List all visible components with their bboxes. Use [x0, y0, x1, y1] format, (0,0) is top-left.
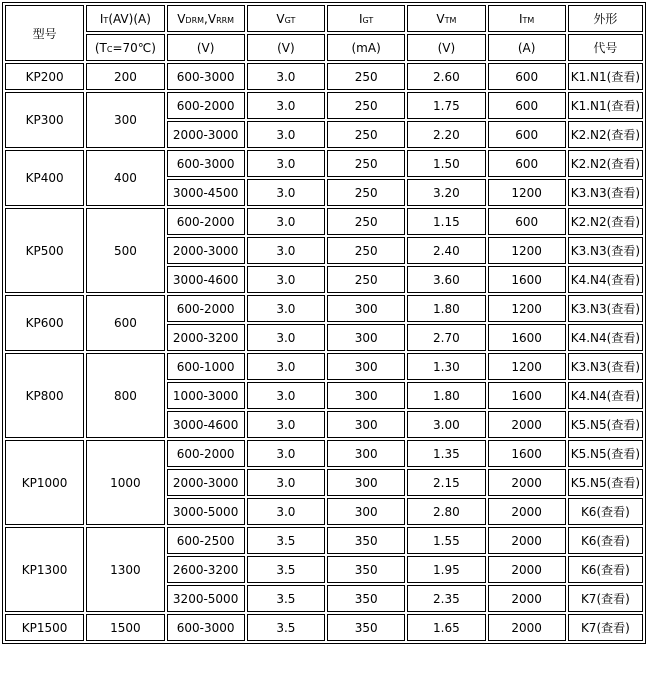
vgt-cell: 3.0 [247, 324, 325, 351]
thyristor-spec-table [2, 2, 646, 644]
header-vgt [247, 5, 325, 32]
header-igt [327, 5, 405, 32]
vdrm-cell: 600-2500 [167, 527, 245, 554]
itm-cell: 600 [488, 121, 566, 148]
header-it-condition [86, 34, 164, 61]
vdrm-cell: 600-2000 [167, 295, 245, 322]
itm-cell: 1200 [488, 179, 566, 206]
view-link[interactable]: (查看) [596, 592, 630, 606]
shape-code: K2.N2 [570, 157, 607, 171]
shape-code-cell [568, 585, 643, 612]
itm-cell: 600 [488, 92, 566, 119]
header-igt-unit-label: (mA) [351, 40, 381, 55]
vtm-cell: 2.35 [407, 585, 485, 612]
view-link[interactable]: (查看) [606, 99, 641, 113]
itm-cell: 2000 [488, 585, 566, 612]
model-cell: KP200 [5, 63, 84, 90]
igt-cell: 250 [327, 92, 405, 119]
view-link[interactable]: (查看) [606, 476, 641, 490]
vdrm-cell: 2000-3200 [167, 324, 245, 351]
vdrm-cell: 600-1000 [167, 353, 245, 380]
view-link[interactable]: (查看) [606, 447, 641, 461]
vdrm-cell: 3000-5000 [167, 498, 245, 525]
igt-cell: 300 [327, 295, 405, 322]
view-link[interactable]: (查看) [606, 331, 641, 345]
igt-cell: 250 [327, 266, 405, 293]
it-cell: 800 [86, 353, 164, 438]
shape-code-cell [568, 150, 643, 177]
model-cell: KP800 [5, 353, 84, 438]
header-vgt-unit [247, 34, 325, 61]
header-shape-code [568, 34, 643, 61]
shape-code: K7 [580, 592, 597, 606]
header-it-cond-suffix: =70℃) [112, 40, 156, 55]
header-vgt-unit-label: (V) [277, 40, 295, 55]
view-link[interactable]: (查看) [596, 505, 630, 519]
header-it-cond-subscript: C [106, 44, 113, 54]
shape-code: K3.N3 [570, 244, 607, 258]
header-itm [488, 5, 566, 32]
vgt-cell: 3.0 [247, 92, 325, 119]
vtm-cell: 1.75 [407, 92, 485, 119]
table-row [5, 295, 643, 322]
table-row [5, 150, 643, 177]
view-link[interactable]: (查看) [596, 563, 630, 577]
igt-cell: 250 [327, 121, 405, 148]
shape-code-cell [568, 527, 643, 554]
itm-cell: 1600 [488, 440, 566, 467]
shape-code-cell [568, 63, 643, 90]
shape-code-cell [568, 440, 643, 467]
vtm-cell: 2.20 [407, 121, 485, 148]
header-row-1 [5, 5, 643, 32]
vgt-cell: 3.0 [247, 498, 325, 525]
vgt-cell: 3.5 [247, 556, 325, 583]
igt-cell: 250 [327, 208, 405, 235]
shape-code-cell [568, 411, 643, 438]
header-shape-code-label: 代号 [593, 41, 618, 55]
shape-code-cell [568, 614, 643, 641]
shape-code-cell [568, 92, 643, 119]
header-vtm [407, 5, 485, 32]
view-link[interactable]: (查看) [606, 244, 641, 258]
vgt-cell: 3.0 [247, 237, 325, 264]
itm-cell: 1600 [488, 382, 566, 409]
shape-code: K6 [580, 563, 597, 577]
model-cell: KP1300 [5, 527, 84, 612]
igt-cell: 300 [327, 411, 405, 438]
table-body [5, 63, 643, 641]
header-vtm-unit [407, 34, 485, 61]
igt-cell: 350 [327, 585, 405, 612]
table-row [5, 63, 643, 90]
igt-cell: 350 [327, 527, 405, 554]
itm-cell: 600 [488, 208, 566, 235]
itm-cell: 1600 [488, 266, 566, 293]
header-it-rest: (AV)(A) [108, 11, 151, 26]
header-itm-symbol: I [518, 11, 523, 26]
header-shape [568, 5, 643, 32]
view-link[interactable]: (查看) [606, 360, 641, 374]
shape-code: K4.N4 [570, 331, 607, 345]
header-vrrm-symbol: ,V [204, 11, 217, 26]
vdrm-cell: 600-2000 [167, 440, 245, 467]
itm-cell: 2000 [488, 556, 566, 583]
vgt-cell: 3.5 [247, 614, 325, 641]
shape-code: K5.N5 [570, 447, 607, 461]
shape-code: K6 [580, 505, 597, 519]
view-link[interactable]: (查看) [596, 534, 630, 548]
view-link[interactable]: (查看) [606, 70, 641, 84]
header-vrrm-subscript: RRM [216, 15, 235, 25]
shape-code: K6 [580, 534, 597, 548]
view-link[interactable]: (查看) [606, 157, 641, 171]
model-cell: KP400 [5, 150, 84, 206]
shape-code: K5.N5 [570, 418, 607, 432]
itm-cell: 1600 [488, 324, 566, 351]
vdrm-cell: 600-2000 [167, 208, 245, 235]
igt-cell: 250 [327, 179, 405, 206]
vdrm-cell: 2000-3000 [167, 121, 245, 148]
header-itm-unit-label: (A) [517, 40, 536, 55]
vtm-cell: 1.80 [407, 295, 485, 322]
header-vdrm-subscript: DRM [185, 15, 205, 25]
vgt-cell: 3.0 [247, 179, 325, 206]
it-cell: 1300 [86, 527, 164, 612]
view-link[interactable]: (查看) [606, 186, 641, 200]
vdrm-cell: 3000-4500 [167, 179, 245, 206]
model-cell: KP500 [5, 208, 84, 293]
shape-code-cell [568, 498, 643, 525]
model-cell: KP300 [5, 92, 84, 148]
vtm-cell: 2.70 [407, 324, 485, 351]
shape-code: K3.N3 [570, 186, 607, 200]
header-shape-label: 外形 [593, 12, 618, 26]
it-cell: 200 [86, 63, 164, 90]
vtm-cell: 1.50 [407, 150, 485, 177]
vgt-cell: 3.0 [247, 295, 325, 322]
vgt-cell: 3.0 [247, 208, 325, 235]
header-vtm-subscript: TM [444, 15, 457, 25]
header-vtm-symbol: V [436, 11, 445, 26]
vdrm-cell: 3000-4600 [167, 266, 245, 293]
vtm-cell: 3.20 [407, 179, 485, 206]
shape-code-cell [568, 556, 643, 583]
it-cell: 600 [86, 295, 164, 351]
vdrm-cell: 600-3000 [167, 150, 245, 177]
table-row [5, 353, 643, 380]
view-link[interactable]: (查看) [606, 128, 641, 142]
igt-cell: 300 [327, 382, 405, 409]
vtm-cell: 2.40 [407, 237, 485, 264]
vdrm-cell: 2600-3200 [167, 556, 245, 583]
header-it-symbol: I [99, 11, 104, 26]
model-cell: KP1500 [5, 614, 84, 641]
it-cell: 500 [86, 208, 164, 293]
shape-code: K3.N3 [570, 360, 607, 374]
table-row [5, 208, 643, 235]
vtm-cell: 1.80 [407, 382, 485, 409]
view-link[interactable]: (查看) [606, 389, 641, 403]
header-vdrm [167, 5, 245, 32]
shape-code-cell [568, 266, 643, 293]
it-cell: 300 [86, 92, 164, 148]
header-model-label: 型号 [32, 26, 57, 41]
vdrm-cell: 600-3000 [167, 63, 245, 90]
vgt-cell: 3.0 [247, 63, 325, 90]
itm-cell: 2000 [488, 614, 566, 641]
igt-cell: 350 [327, 556, 405, 583]
itm-cell: 600 [488, 63, 566, 90]
shape-code-cell [568, 469, 643, 496]
header-row-2 [5, 34, 643, 61]
header-vdrm-unit [167, 34, 245, 61]
vtm-cell: 1.55 [407, 527, 485, 554]
itm-cell: 2000 [488, 411, 566, 438]
vtm-cell: 1.30 [407, 353, 485, 380]
vdrm-cell: 3000-4600 [167, 411, 245, 438]
vgt-cell: 3.0 [247, 469, 325, 496]
vgt-cell: 3.5 [247, 527, 325, 554]
model-cell: KP1000 [5, 440, 84, 525]
header-vgt-symbol: V [276, 11, 285, 26]
model-cell: KP600 [5, 295, 84, 351]
it-cell: 1000 [86, 440, 164, 525]
view-link[interactable]: (查看) [606, 418, 641, 432]
itm-cell: 2000 [488, 527, 566, 554]
vgt-cell: 3.0 [247, 440, 325, 467]
vgt-cell: 3.0 [247, 150, 325, 177]
vtm-cell: 2.15 [407, 469, 485, 496]
vtm-cell: 1.15 [407, 208, 485, 235]
shape-code-cell [568, 208, 643, 235]
shape-code: K3.N3 [570, 302, 607, 316]
shape-code-cell [568, 324, 643, 351]
shape-code-cell [568, 237, 643, 264]
shape-code-cell [568, 179, 643, 206]
igt-cell: 300 [327, 324, 405, 351]
itm-cell: 2000 [488, 498, 566, 525]
vtm-cell: 1.95 [407, 556, 485, 583]
igt-cell: 350 [327, 614, 405, 641]
header-it-subscript: T [103, 15, 109, 25]
shape-code: K7 [580, 621, 597, 635]
igt-cell: 250 [327, 63, 405, 90]
vdrm-cell: 2000-3000 [167, 237, 245, 264]
vtm-cell: 3.60 [407, 266, 485, 293]
shape-code: K4.N4 [570, 389, 607, 403]
it-cell: 1500 [86, 614, 164, 641]
header-model [5, 5, 84, 61]
vgt-cell: 3.0 [247, 353, 325, 380]
vdrm-cell: 3200-5000 [167, 585, 245, 612]
vdrm-cell: 600-2000 [167, 92, 245, 119]
header-it [86, 5, 164, 32]
vtm-cell: 1.35 [407, 440, 485, 467]
itm-cell: 1200 [488, 237, 566, 264]
it-cell: 400 [86, 150, 164, 206]
vgt-cell: 3.5 [247, 585, 325, 612]
table-row [5, 440, 643, 467]
vgt-cell: 3.0 [247, 382, 325, 409]
header-vgt-subscript: GT [284, 15, 296, 25]
vdrm-cell: 600-3000 [167, 614, 245, 641]
table-header [5, 5, 643, 61]
header-vdrm-symbol: V [177, 11, 186, 26]
vtm-cell: 2.80 [407, 498, 485, 525]
header-itm-unit [488, 34, 566, 61]
header-itm-subscript: TM [522, 15, 535, 25]
shape-code: K2.N2 [570, 128, 607, 142]
shape-code: K5.N5 [570, 476, 607, 490]
vgt-cell: 3.0 [247, 411, 325, 438]
itm-cell: 1200 [488, 295, 566, 322]
igt-cell: 250 [327, 150, 405, 177]
header-vdrm-unit-label: (V) [196, 40, 215, 55]
table-row [5, 527, 643, 554]
shape-code: K2.N2 [570, 215, 607, 229]
table-row [5, 92, 643, 119]
vgt-cell: 3.0 [247, 266, 325, 293]
view-link[interactable]: (查看) [606, 273, 641, 287]
itm-cell: 2000 [488, 469, 566, 496]
shape-code: K1.N1 [570, 99, 607, 113]
vtm-cell: 3.00 [407, 411, 485, 438]
igt-cell: 300 [327, 498, 405, 525]
vgt-cell: 3.0 [247, 121, 325, 148]
shape-code-cell [568, 353, 643, 380]
view-link[interactable]: (查看) [596, 621, 630, 635]
igt-cell: 300 [327, 440, 405, 467]
vtm-cell: 2.60 [407, 63, 485, 90]
header-igt-unit [327, 34, 405, 61]
shape-code-cell [568, 121, 643, 148]
vtm-cell: 1.65 [407, 614, 485, 641]
view-link[interactable]: (查看) [606, 215, 641, 229]
shape-code-cell [568, 382, 643, 409]
vdrm-cell: 2000-3000 [167, 469, 245, 496]
shape-code: K1.N1 [570, 70, 607, 84]
vdrm-cell: 1000-3000 [167, 382, 245, 409]
table-row [5, 614, 643, 641]
header-vtm-unit-label: (V) [437, 40, 456, 55]
shape-code-cell [568, 295, 643, 322]
header-igt-symbol: I [358, 11, 363, 26]
itm-cell: 1200 [488, 353, 566, 380]
igt-cell: 300 [327, 469, 405, 496]
header-it-cond-prefix: (T [94, 40, 107, 55]
igt-cell: 300 [327, 353, 405, 380]
view-link[interactable]: (查看) [606, 302, 641, 316]
shape-code: K4.N4 [570, 273, 607, 287]
igt-cell: 250 [327, 237, 405, 264]
header-igt-subscript: GT [362, 15, 374, 25]
itm-cell: 600 [488, 150, 566, 177]
